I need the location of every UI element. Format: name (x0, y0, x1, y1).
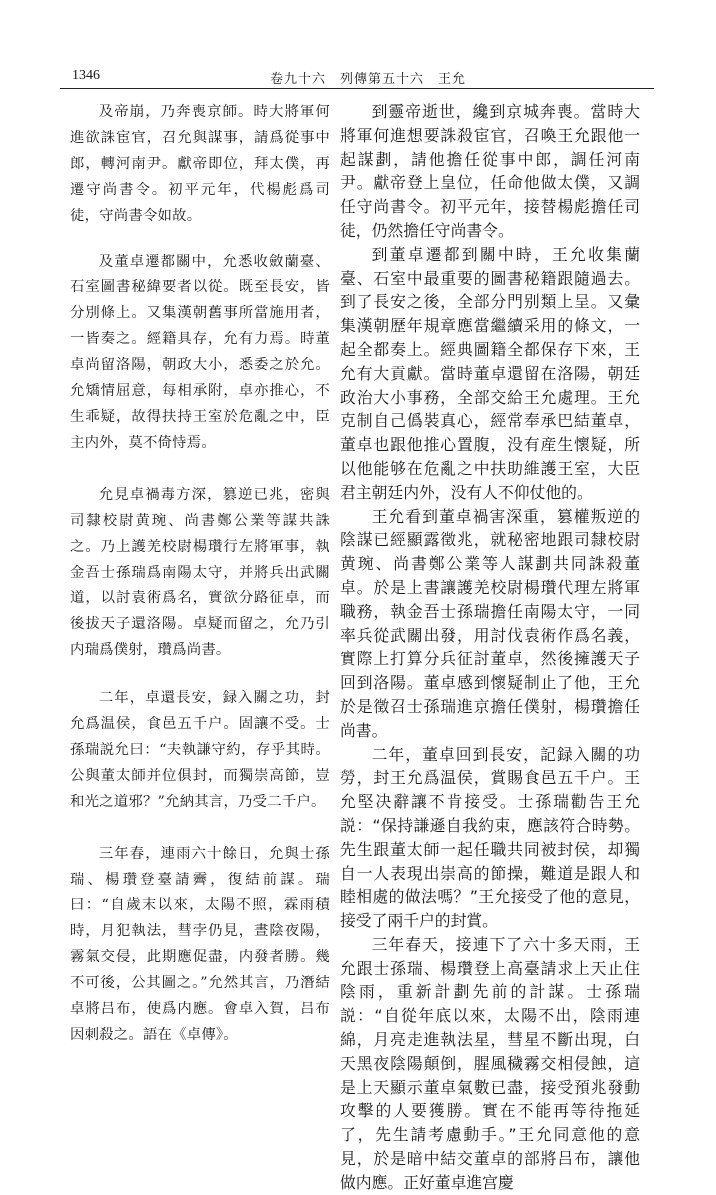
classical-paragraph-2: 及董卓遷都關中，允悉收斂蘭臺、石室圖書秘緯要者以從。既至長安，皆分別條上。又集漢朝舊事所當施用者，一皆奏之。經籍具存，允有力焉。時董卓尚留洛陽，朝政大小，悉委之於允。允矯情屈意，每相承附，卓亦推心，不生乖疑，故得扶持王室於危亂之中，臣主内外，莫不倚恃焉。 (70, 253, 330, 451)
translation-paragraph-2: 到董卓遷都到關中時，王允收集蘭臺、石室中最重要的圖書秘籍跟隨過去。到了長安之後，全部分門别類上呈。又彙集漢朝歷年規章應當繼續采用的條文，一起全都奏上。經典圖籍全都保存下來，王允有大貢獻。當時董卓還留在洛陽，朝廷政治大小事務，全部交給王允處理。王允克制自己僞裝真心，經常奉承巴結董卓，董卓也跟他推心置腹，没有産生懷疑，所以他能够在危亂之中扶助維護王室，大臣君主朝廷内外，没有人不仰仗他的。 (340, 244, 640, 502)
classical-text-column (70, 100, 330, 1049)
translation-paragraph-1: 到靈帝逝世，纔到京城奔喪。當時大將軍何進想要誅殺宦官，召喚王允跟他一起謀劃，請他擔任從事中郎，調任河南尹。獻帝登上皇位，任命他做太僕，又調任守尚書令。初平元年，接替楊彪擔任司徒，仍然擔任守尚書令。 (340, 102, 640, 240)
header-rule (60, 88, 654, 89)
translation-text-column (340, 100, 640, 1195)
classical-paragraph-3: 允見卓禍毒方深，篡逆已兆，密與司隸校尉黄琬、尚書鄭公業等謀共誅之。乃上護羌校尉楊瓚行左將軍事，執金吾士孫瑞爲南陽太守，并將兵出武關道，以討袁術爲名，實欲分路征卓，而後拔天子還洛陽。卓疑而留之，允乃引内瑞爲僕射，瓚爲尚書。 (70, 486, 330, 659)
running-title: 卷九十六 列傳第五十六 王允 (270, 72, 467, 87)
classical-paragraph-5: 三年春，連雨六十餘日，允與士孫瑞、楊瓚登臺請霽，復結前謀。瑞曰：“自歲末以來，太陽不照，霖雨積時，月犯執法，彗孛仍見，晝陰夜陽，霧氣交侵，此期應促盡，内發者勝。幾不可後，公其圖之。”允然其言，乃潛結卓將吕布，使爲内應。會卓入賀，吕布因刺殺之。語在《卓傳》。 (70, 845, 330, 1043)
translation-paragraph-4: 二年，董卓回到長安，記録入關的功勞，封王允爲温侯，賞賜食邑五千户。王允堅决辭讓不肯接受。士孫瑞勸告王允説：“保持謙遜自我約束，應該符合時勢。先生跟董太師一起任職共同被封侯，却獨自一人表現出崇高的節操，難道是跟人和睦相處的做法嗎？”王允接受了他的意見，接受了兩千户的封賞。 (340, 744, 640, 931)
translation-paragraph-5: 三年春天，接連下了六十多天雨，王允跟士孫瑞、楊瓚登上高臺請求上天止住陰雨，重新計劃先前的計謀。士孫瑞説：“自從年底以來，太陽不出，陰雨連綿，月亮走進執法星，彗星不斷出現，白天黑夜陰陽顛倒，腥風穢霧交相侵蝕，這是上天顯示董卓氣數已盡，接受預兆發動攻擊的人要獲勝。實在不能再等待拖延了，先生請考慮動手。”王允同意他的意見，於是暗中結交董卓的部將吕布，讓他做内應。正好董卓進宫慶 (340, 934, 640, 1192)
classical-paragraph-1: 及帝崩，乃奔喪京師。時大將軍何進欲誅宦官，召允與謀事，請爲從事中郎，轉河南尹。獻帝即位，拜太僕，再遷守尚書令。初平元年，代楊彪爲司徒，守尚書令如故。 (70, 104, 330, 224)
page-number: 1346 (72, 68, 100, 83)
classical-paragraph-4: 二年，卓還長安，録入關之功，封允爲温侯，食邑五千户。固讓不受。士孫瑞説允曰：“夫執謙守約，存乎其時。公與董太師并位俱封，而獨崇高節，豈和光之道邪？”允納其言，乃受二千户。 (70, 690, 330, 810)
translation-paragraph-3: 王允看到董卓禍害深重，篡權叛逆的陰謀已經顯露徵兆，就秘密地跟司隸校尉黄琬、尚書鄭公業等人謀劃共同誅殺董卓。於是上書讓護羌校尉楊瓚代理左將軍職務，執金吾士孫瑞擔任南陽太守，一同率兵從武關出發，用討伐袁術作爲名義，實際上打算分兵征討董卓，然後擁護天子回到洛陽。董卓感到懷疑制止了他，王允於是徵召士孫瑞進京擔任僕射，楊瓚擔任尚書。 (340, 506, 640, 740)
